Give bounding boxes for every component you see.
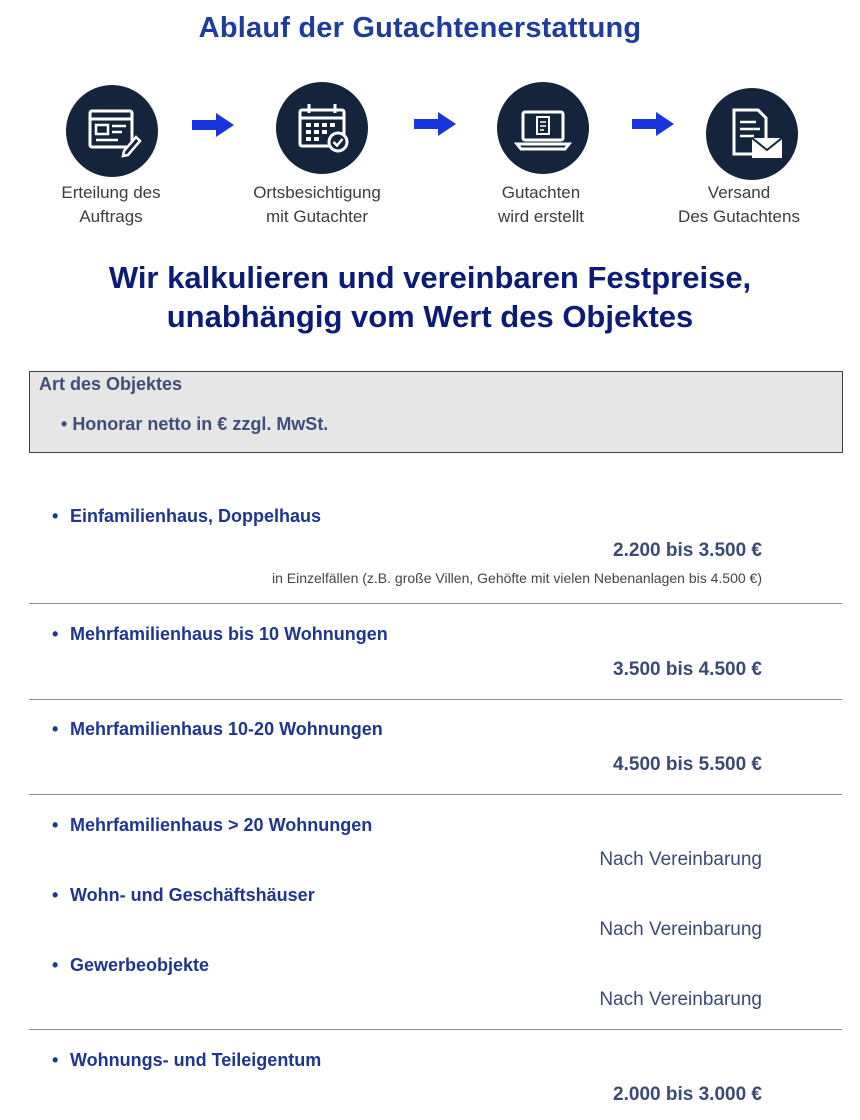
step-2-circle: [276, 82, 368, 174]
step-4-circle: [706, 88, 798, 180]
divider: [29, 1029, 842, 1030]
list-item-price: 3.500 bis 4.500 €: [613, 659, 762, 680]
arrow-right-icon: [190, 111, 236, 139]
headline: Wir kalkulieren und vereinbaren Festpreise, unabhängig vom Wert des Objektes: [108, 260, 752, 334]
document-mail-icon: [706, 88, 798, 180]
divider: [29, 603, 842, 604]
arrow-right-icon: [412, 110, 458, 138]
laptop-document-icon: [497, 82, 589, 174]
divider: [29, 794, 842, 795]
table-header: [29, 371, 843, 453]
list-item-name: • Mehrfamilienhaus bis 10 Wohnungen: [52, 624, 388, 645]
list-item-name: • Mehrfamilienhaus > 20 Wohnungen: [52, 815, 372, 836]
step-3-circle: [497, 82, 589, 174]
list-item-name: • Gewerbeobjekte: [52, 955, 209, 976]
column-subtitle: • Honorar netto in € zzgl. MwSt.: [61, 414, 329, 434]
list-item-note: in Einzelfällen (z.B. große Villen, Gehöfte mit vielen Nebenanlagen bis 4.500 €): [271, 570, 762, 586]
list-item-name: • Einfamilienhaus, Doppelhaus: [52, 506, 321, 527]
list-item-price: 4.500 bis 5.500 €: [613, 754, 762, 775]
list-item-name: • Wohnungs- und Teileigentum: [52, 1050, 321, 1071]
arrow-right-icon: [630, 110, 676, 138]
list-item-name: • Wohn- und Geschäftshäuser: [52, 885, 315, 906]
step-2-label: Ortsbesichtigung mit Gutachter: [253, 183, 381, 226]
list-item-price: Nach Vereinbarung: [599, 989, 762, 1010]
list-item-price: Nach Vereinbarung: [599, 919, 762, 940]
step-3-label: Gutachten wird erstellt: [498, 183, 584, 226]
step-1-circle: [66, 85, 158, 177]
page-title: Ablauf der Gutachtenerstattung: [198, 12, 642, 44]
document-edit-icon: [66, 85, 158, 177]
column-title: Art des Objektes: [39, 374, 183, 394]
list-item-price: 2.000 bis 3.000 €: [613, 1084, 762, 1105]
step-4-label: Versand Des Gutachtens: [678, 183, 800, 226]
divider: [29, 699, 842, 700]
list-item-name: • Mehrfamilienhaus 10-20 Wohnungen: [52, 719, 383, 740]
step-1-label: Erteilung des Auftrags: [61, 183, 161, 226]
list-item-price: 2.200 bis 3.500 €: [613, 540, 762, 561]
list-item-price: Nach Vereinbarung: [599, 849, 762, 870]
calendar-check-icon: [276, 82, 368, 174]
